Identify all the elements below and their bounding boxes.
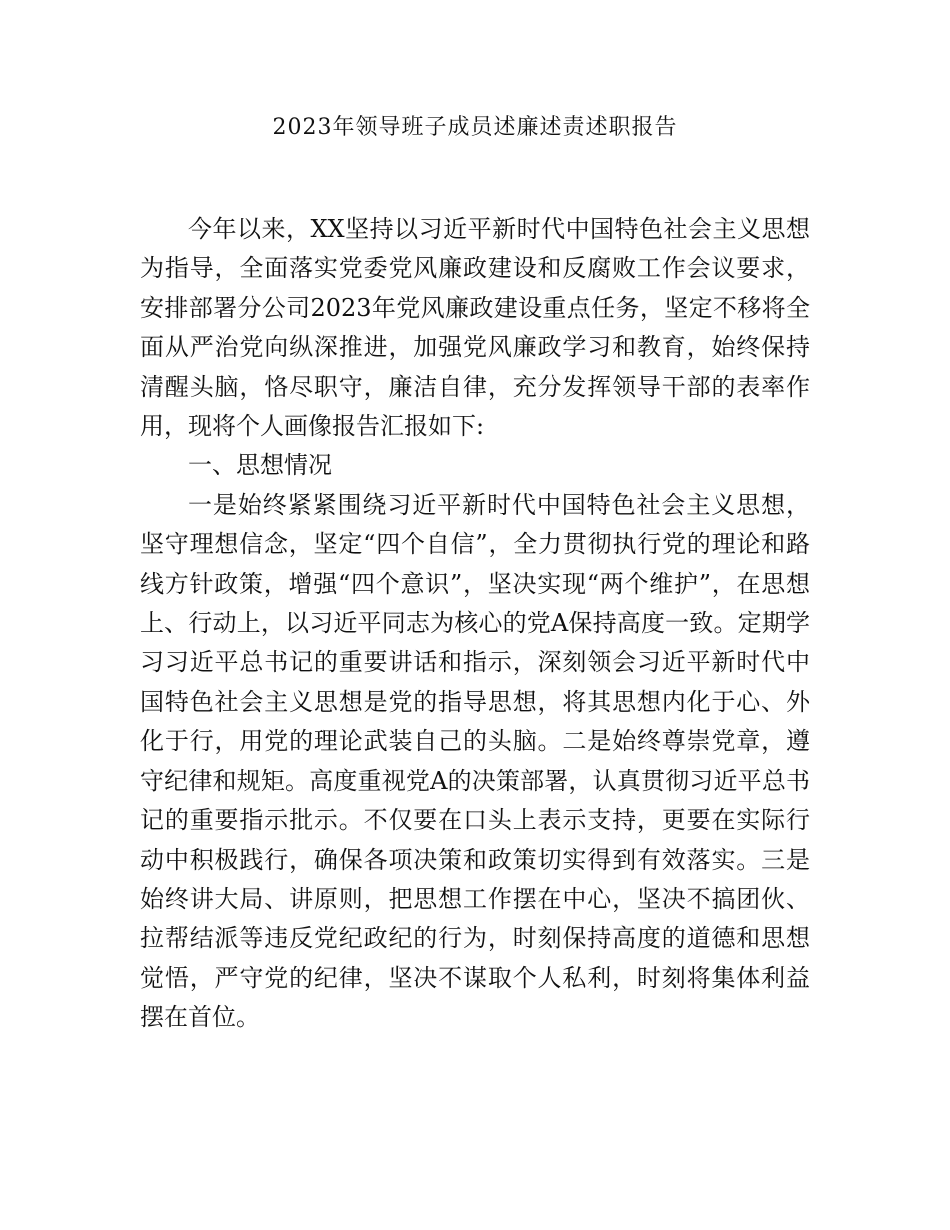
document-body — [140, 210, 810, 1038]
section-heading-thought: 一、思想情况 — [188, 451, 332, 480]
document-title: 2023年领导班子成员述廉述责述职报告 — [272, 115, 678, 140]
section-paragraph-thought: 一是始终紧紧围绕习近平新时代中国特色社会主义思想，坚守理想信念，坚定“四个自信”，全力贯彻执行党的理论和路线方针政策，增强“四个意识”，坚决实现“两个维护”，在思想上、行动上，以习近平同志为核心的党A保持高度一致。定期学习习近平总书记的重要讲话和指示，深刻领会习近平新时代中国特色社会主义思想是党的指导思想，将其思想内化于心、外化于行，用党的理论武装自己的头脑。二是始终尊崇党章，遵守纪律和规矩。高度重视党A的决策部署，认真贯彻习近平总书记的重要指示批示。不仅要在口头上表示支持，更要在实际行动中积极践行，确保各项决策和政策切实得到有效落实。三是始终讲大局、讲原则，把思想工作摆在中心，坚决不搞团伙、拉帮结派等违反党纪政纪的行为，时刻保持高度的道德和思想觉悟，严守党的纪律，坚决不谋取个人私利，时刻将集体利益摆在首位。 — [140, 490, 810, 1032]
intro-paragraph: 今年以来，XX坚持以习近平新时代中国特色社会主义思想为指导，全面落实党委党风廉政建设和反腐败工作会议要求，安排部署分公司2023年党风廉政建设重点任务，坚定不移将全面从严治党向纵深推进，加强党风廉政学习和教育，始终保持清醒头脑，恪尽职守，廉洁自律，充分发挥领导干部的表率作用，现将个人画像报告汇报如下: — [140, 215, 810, 441]
